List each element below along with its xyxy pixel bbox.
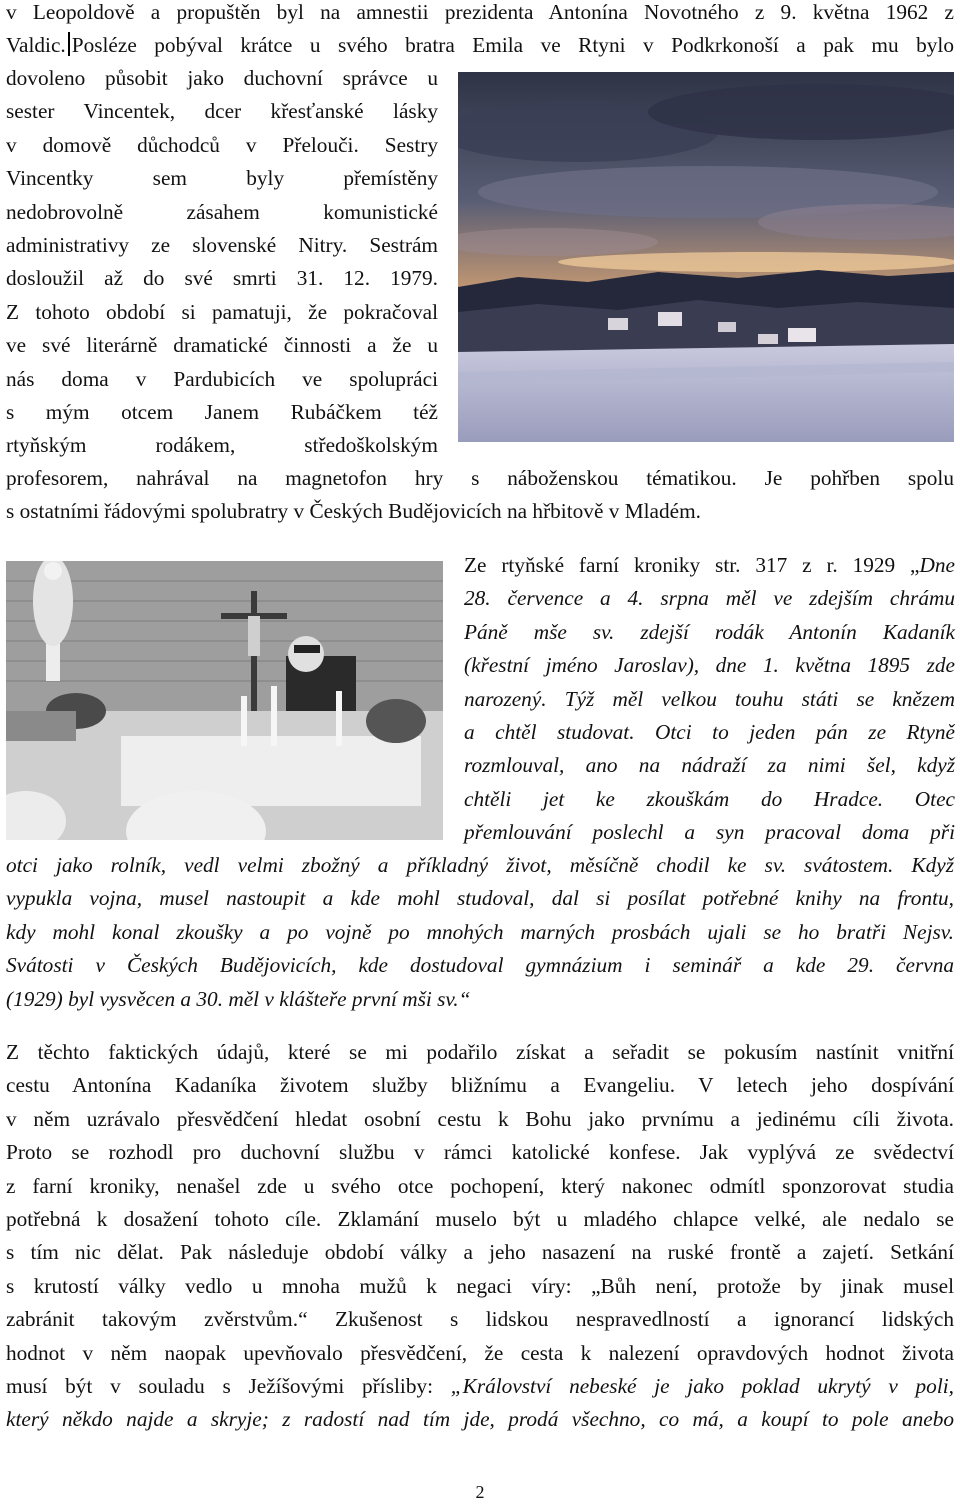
text-line: kdy mohl konal zkoušky a po vojně po mnohých marných prosbách ujali se ho bratři Nejsv. (6, 919, 954, 944)
text-line: a chtěl studovat. Otci to jeden pán ze Rtyně (464, 720, 955, 745)
text-line: hodnot v něm naopak upevňovalo přesvědčení, že cesta k nalezení opravdových hodnot života (6, 1340, 954, 1365)
chronicle-quote-wrapped (464, 549, 955, 850)
paragraph-intro-wrapped (6, 62, 438, 463)
text-line: s ostatními řádovými spolubratry v Českých Budějovicích na hřbitově v Mladém. (6, 499, 701, 524)
text-line: nás doma v Pardubicích ve spolupráci (6, 366, 438, 391)
text-line: chtěli jet ke zkouškám do Hradce. Otec (464, 786, 955, 811)
text-line: přemlouvání poslechl a syn pracoval doma při (464, 820, 955, 845)
page-number: 2 (475, 1482, 485, 1502)
winter-village-photo (458, 72, 954, 442)
text-line: který někdo najde a skryje; z radostí nad tím jde, prodá všechno, co má, a koupí to pole anebo (6, 1407, 954, 1432)
text-line: Svátosti v Českých Budějovicích, kde dostudoval gymnázium i seminář a kde 29. června (6, 953, 954, 978)
text-line: ve své literárně dramatické činnosti a že u (6, 333, 438, 358)
text-line: dovoleno působit jako duchovní správce u (6, 66, 438, 90)
text-line: Z těchto faktických údajů, které se mi podařilo získat a seřadit se pokusím nastínit vnitřní (6, 1040, 954, 1064)
text-line: administrativy ze slovenské Nitry. Sestrám (6, 233, 438, 258)
text-line: otci jako rolník, vedl velmi zbožný a příkladný život, měsíčně chodil ke sv. svátostem. Když (6, 853, 954, 877)
text-line: v Leopoldově a propuštěn byl na amnestii prezidenta Antonína Novotného z 9. května 1962 z (6, 0, 954, 24)
text-line: rozmlouval, ano na nádraží za nimi šel, když (464, 753, 955, 778)
text-line: Páně mše sv. zdejší rodák Antonín Kadaník (464, 619, 955, 644)
text-line: vypukla vojna, musel nastoupit a kde mohl studoval, dal si posílat potřebné knihy na frontu, (6, 886, 954, 911)
text-line: sester Vincentek, dcer křesťanské lásky (6, 99, 438, 124)
text-line: cestu Antonína Kadaníka životem služby bližnímu a Evangeliu. V letech jeho dospívání (6, 1073, 954, 1098)
text-line: Ze rtyňské farní kroniky str. 317 z r. 1929 „Dne (464, 553, 955, 577)
paragraph-intro-end (6, 462, 954, 529)
text-line: profesorem, nahrával na magnetofon hry s náboženskou tématikou. Je pohřben spolu (6, 466, 954, 490)
text-line: Vincentky sem byly přemístěny (6, 166, 438, 191)
text-line: s krutostí války vedlo u mnoha mužů k negaci víry: „Bůh není, protože by jinak musel (6, 1273, 954, 1298)
text-line: nedobrovolně zásahem komunistické (6, 199, 438, 224)
text-line: Z tohoto období si pamatuji, že pokračoval (6, 299, 438, 324)
chronicle-quote-end (6, 849, 954, 1016)
text-cursor (68, 32, 70, 56)
text-line: z farní kroniky, nenašel zde u svého otce pochopení, který nakonec odmítl sponzorovat studia (6, 1173, 954, 1198)
text-line: zabránit takovým zvěrstvům.“ Zkušenost s lidskou nespravedlností a ignorancí lidských (6, 1307, 954, 1332)
paragraph-reflection (6, 1036, 954, 1437)
text-line: rtyňským rodákem, středoškolským (6, 433, 438, 458)
text-line: Valdic. Posléze pobýval krátce u svého bratra Emila ve Rtyni v Podkrkonoší a pak mu bylo (6, 33, 954, 58)
text-line: v něm uzrávalo přesvědčení hledat osobní cestu k Bohu jako prvnímu a jedinému cíli života. (6, 1106, 954, 1131)
text-line: dosloužil až do své smrti 31. 12. 1979. (6, 266, 438, 291)
text-line: 28. července a 4. srpna měl ve zdejším chrámu (464, 586, 955, 611)
text-line: narozený. Týž měl velkou touhu státi se knězem (464, 686, 955, 711)
text-line: musí být v souladu s Ježíšovými přísliby: „Království nebeské je jako poklad ukrytý v poli, (6, 1374, 954, 1399)
text-line: v domově důchodců v Přelouči. Sestry (6, 132, 438, 157)
text-line: s mým otcem Janem Rubáčkem též (6, 400, 438, 425)
text-line: potřebná k dosažení tohoto cíle. Zklamání muselo být u mladého chlapce velké, ale nedalo se (6, 1207, 954, 1232)
text-line: Proto se rozhodl pro duchovní službu v rámci katolické konfese. Jak vyplývá ze svědectví (6, 1140, 954, 1165)
paragraph-intro (6, 0, 954, 63)
text-line: (1929) byl vysvěcen a 30. měl v klášteře první mši sv.“ (6, 986, 471, 1011)
priest-mass-photo (6, 561, 443, 840)
text-line: s tím nic dělat. Pak následuje období války a jeho nasazení na ruské frontě a zajetí. Setkání (6, 1240, 954, 1265)
text-line: (křestní jméno Jaroslav), dne 1. května 1895 zde (464, 653, 955, 678)
